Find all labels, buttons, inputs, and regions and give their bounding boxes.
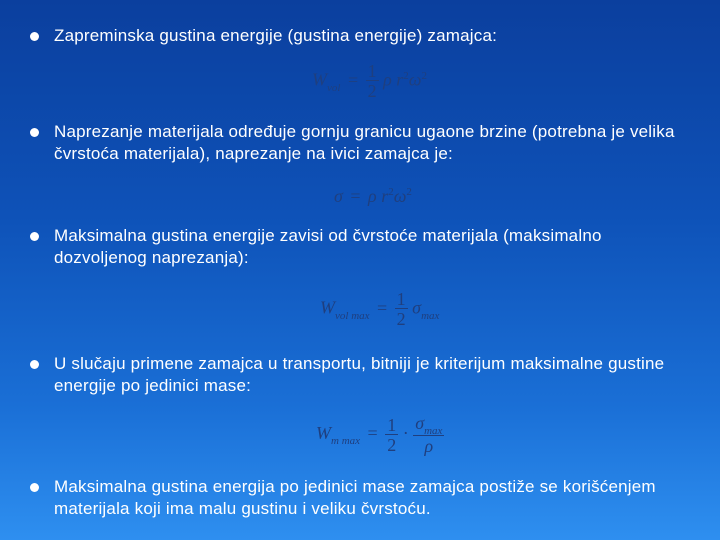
fraction-half: $\frac{1}{2}$ <box>396 289 406 329</box>
formula-energy-density: $W_{vol}$ = $\frac{1}{2}$ ρ $r^2\omega^2$ <box>312 61 427 101</box>
fraction-sigma-over-rho: $\frac{\sigma_{max}}{\rho}$ <box>415 413 443 456</box>
formula-edge-stress: σ = ρ $r^2\omega^2$ <box>334 186 412 206</box>
bullet-text-5: Maksimalna gustina energija po jedinici mase zamajca postiže se korišćenjem materijala koji ima malu gustinu i veliku čvrstoću. <box>54 477 656 518</box>
bullet-dot-2 <box>30 128 39 137</box>
formula-max-energy-density: $W_{vol max}$ = $\frac{1}{2}$ $\sigma_{max}$ <box>320 289 440 329</box>
fraction-half: $\frac{1}{2}$ <box>367 61 377 101</box>
bullet-dot-5 <box>30 483 39 492</box>
bullet-text-2: Naprezanje materijala određuje gornju granicu ugaone brzine (potrebna je velika čvrstoća materijala), naprezanje na ivici zamajca je: <box>54 122 675 163</box>
formula-max-energy-per-mass: $W_{m max}$ = $\frac{1}{2}$ · $\frac{\sigma_{max}}{\rho}$ <box>316 413 443 456</box>
bullet-dot-4 <box>30 360 39 369</box>
bullet-text-3: Maksimalna gustina energije zavisi od čvrstoće materijala (maksimalno dozvoljenog naprezanja): <box>54 226 602 267</box>
bullet-text-4: U slučaju primene zamajca u transportu, bitniji je kriterijum maksimalne gustine energije po jedinici mase: <box>54 354 665 395</box>
bullet-dot-3 <box>30 232 39 241</box>
bullet-dot-1 <box>30 32 39 41</box>
bullet-text-1: Zapreminska gustina energije (gustina energije) zamajca: <box>54 26 498 45</box>
fraction-half: $\frac{1}{2}$ <box>387 414 397 455</box>
